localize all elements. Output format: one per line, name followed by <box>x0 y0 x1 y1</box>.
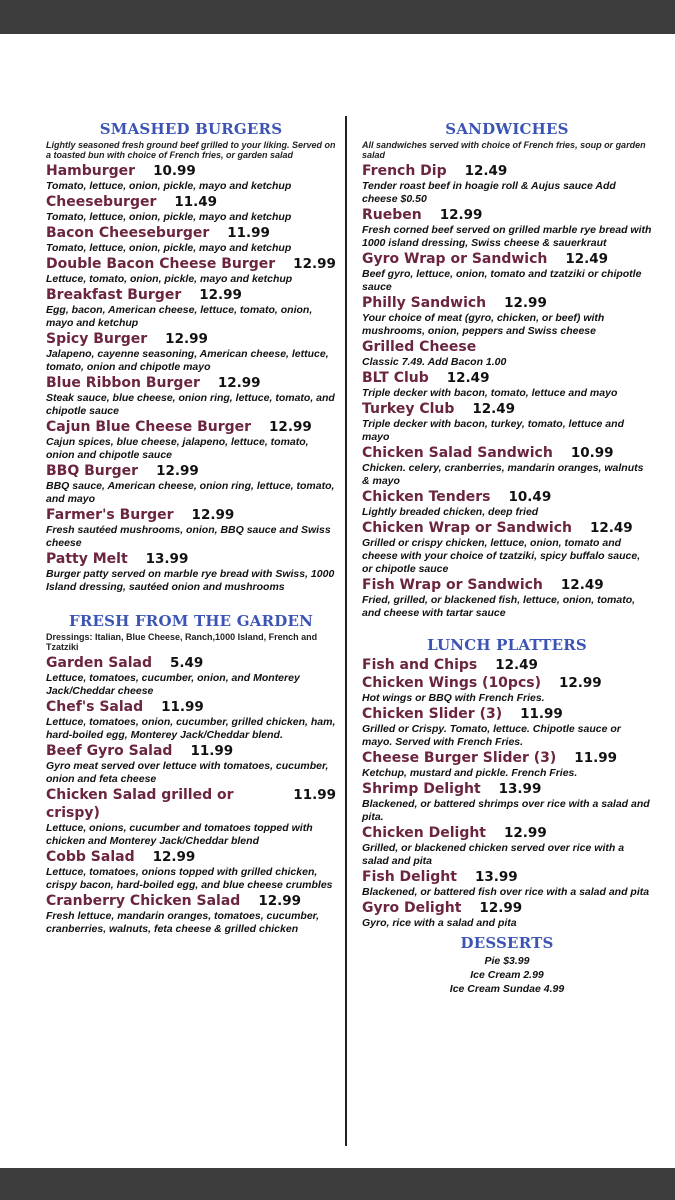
menu-item-header <box>362 488 652 506</box>
menu-item <box>46 255 336 286</box>
menu-item-name: Beef Gyro Salad <box>46 743 173 759</box>
menu-item <box>46 162 336 193</box>
section-title: SANDWICHES <box>445 120 569 138</box>
menu-item-description: Gyro, rice with a salad and pita <box>362 917 517 929</box>
menu-item-description: Tender roast beef in hoagie roll & Aujus sauce Add cheese $0.50 <box>362 180 616 205</box>
menu-item-description: Fried, grilled, or blackened fish, lettuce, onion, tomato, and cheese with tartar sauce <box>362 594 636 619</box>
menu-item-name: Cajun Blue Cheese Burger <box>46 419 252 435</box>
menu-item <box>46 506 336 550</box>
menu-item-name: Fish and Chips <box>362 657 478 673</box>
menu-item-description: Your choice of meat (gyro, chicken, or beef) with mushrooms, onion, peppers and Swiss cheese <box>362 312 605 337</box>
menu-item-name: Bacon Cheeseburger <box>46 225 210 241</box>
section-note: All sandwiches served with choice of French fries, soup or garden salad <box>362 140 646 160</box>
menu-item-header <box>46 193 336 211</box>
menu-item-description: Lettuce, tomato, onion, pickle, mayo and ketchup <box>46 273 293 285</box>
menu-item-price: 11.99 <box>520 706 563 722</box>
menu-item-header <box>46 418 336 436</box>
menu-item <box>362 338 652 369</box>
menu-item-header <box>362 294 652 312</box>
menu-item-header <box>362 780 652 798</box>
menu-item-price: 10.49 <box>508 489 552 505</box>
menu-item <box>362 400 652 444</box>
menu-item-name: Spicy Burger <box>46 331 148 347</box>
menu-item-price: 12.49 <box>472 401 516 417</box>
section-note: Lightly seasoned fresh ground beef grilled to your liking. Served on a toasted bun with choice of French fries, or garden salad <box>46 140 336 160</box>
menu-item-description: Lettuce, tomatoes, cucumber, onion, and Monterey Jack/Cheddar cheese <box>46 672 300 697</box>
menu-item <box>362 519 652 576</box>
menu-item <box>362 868 652 899</box>
menu-item-header <box>362 369 652 387</box>
menu-item-price: 12.99 <box>293 256 336 272</box>
menu-item-price: 12.99 <box>258 893 302 909</box>
menu-item <box>362 749 652 780</box>
menu-item <box>46 224 336 255</box>
menu-item-price: 11.99 <box>190 743 234 759</box>
menu-item <box>362 369 652 400</box>
menu-item-header <box>46 374 336 392</box>
menu-item-price: 12.99 <box>269 419 312 435</box>
menu-item-description: Tomato, lettuce, onion, pickle, mayo and ketchup <box>46 180 292 192</box>
menu-item-price: 13.99 <box>498 781 542 797</box>
menu-item-price: 11.99 <box>574 750 617 766</box>
menu-item-name: Gyro Delight <box>362 900 462 916</box>
menu-item-description: Ketchup, mustard and pickle. French Fries. <box>362 767 578 779</box>
menu-item <box>362 780 652 824</box>
menu-item <box>362 294 652 338</box>
top-bar <box>0 0 675 34</box>
menu-item-price: 12.99 <box>504 825 547 841</box>
menu-item-header <box>46 162 336 180</box>
menu-item <box>46 654 336 698</box>
menu-item-name: Grilled Cheese <box>362 339 477 355</box>
menu-item-name: BLT Club <box>362 370 429 386</box>
menu-item <box>362 899 652 930</box>
menu-item-description: Egg, bacon, American cheese, lettuce, tomato, onion, mayo and ketchup <box>46 304 313 329</box>
menu-item-price: 12.99 <box>217 375 261 391</box>
section-desserts <box>362 934 652 996</box>
menu-item-price: 12.49 <box>464 163 508 179</box>
menu-item <box>46 286 336 330</box>
menu-item-header <box>46 698 336 716</box>
menu-item-header <box>362 162 652 180</box>
menu-item-header <box>46 654 336 672</box>
menu-item-price: 11.99 <box>293 787 336 803</box>
menu-item-name: Garden Salad <box>46 655 152 671</box>
menu-item <box>46 550 336 594</box>
menu-item-description: Fresh lettuce, mandarin oranges, tomatoes, cucumber, cranberries, walnuts, feta cheese & grilled chicken <box>46 910 320 935</box>
menu-item-description: Triple decker with bacon, turkey, tomato, lettuce and mayo <box>362 418 624 443</box>
menu-item-description: Fresh sautéed mushrooms, onion, BBQ sauce and Swiss cheese <box>46 524 331 549</box>
menu-item-description: Grilled, or blackened chicken served over rice with a salad and pita <box>362 842 625 867</box>
menu-item <box>46 374 336 418</box>
menu-item <box>46 330 336 374</box>
menu-item-header <box>362 656 652 674</box>
menu-item <box>362 576 652 620</box>
menu-item-name: Gyro Wrap or Sandwich <box>362 251 548 267</box>
menu-item-header <box>362 206 652 224</box>
section-lunch-platters <box>362 636 652 930</box>
menu-item-price: 12.99 <box>165 331 208 347</box>
menu-item <box>46 848 336 892</box>
menu-item <box>46 193 336 224</box>
menu-item-description: Tomato, lettuce, onion, pickle, mayo and ketchup <box>46 211 292 223</box>
menu-item-price: 12.99 <box>156 463 199 479</box>
menu-item-header <box>362 519 652 537</box>
section-smashed-burgers <box>46 120 336 594</box>
menu-item-name: BBQ Burger <box>46 463 139 479</box>
menu-item-header <box>362 338 652 356</box>
section-fresh-from-the-garden <box>46 612 336 936</box>
menu-item <box>46 742 336 786</box>
menu-item <box>362 250 652 294</box>
menu-item-header <box>46 286 336 304</box>
menu-item-header <box>46 892 336 910</box>
menu-item-name: Philly Sandwich <box>362 295 487 311</box>
menu-item-name: Double Bacon Cheese Burger <box>46 256 276 272</box>
menu-item-price: 12.99 <box>479 900 523 916</box>
menu-item-header <box>46 224 336 242</box>
menu-item-name: Chicken Tenders <box>362 489 491 505</box>
menu-item-price: 10.99 <box>570 445 614 461</box>
menu-item-price: 11.99 <box>227 225 270 241</box>
menu-item-name: Chef's Salad <box>46 699 144 715</box>
menu-item <box>362 656 652 674</box>
menu-item-header <box>362 576 652 594</box>
menu-item <box>46 418 336 462</box>
menu-item-name: Chicken Slider (3) <box>362 706 503 722</box>
menu-item-name: Chicken Wrap or Sandwich <box>362 520 572 536</box>
menu-item-price: 13.99 <box>145 551 189 567</box>
menu-item-price: 11.49 <box>174 194 218 210</box>
menu-item <box>362 444 652 488</box>
menu-item <box>362 206 652 250</box>
menu-item <box>46 892 336 936</box>
menu-item-description: Steak sauce, blue cheese, onion ring, lettuce, tomato, and chipotle sauce <box>46 392 335 417</box>
menu-item-price: 12.49 <box>589 520 633 536</box>
menu-item-name: Chicken Salad Sandwich <box>362 445 553 461</box>
section-sandwiches <box>362 120 652 620</box>
menu-item-name: Breakfast Burger <box>46 287 182 303</box>
menu-item-price: 12.99 <box>558 675 602 691</box>
right-column <box>362 120 652 996</box>
menu-item-description: Fresh corned beef served on grilled marble rye bread with 1000 island dressing, Swiss cheese & sauerkraut <box>362 224 652 249</box>
menu-item-header <box>362 250 652 268</box>
menu-item-description: Lettuce, tomatoes, onions topped with grilled chicken, crispy bacon, hard-boiled egg, and blue cheese crumbles <box>46 866 333 891</box>
menu-item <box>362 824 652 868</box>
menu-item-description: Lightly breaded chicken, deep fried <box>362 506 539 518</box>
menu-item-description: Classic 7.49. Add Bacon 1.00 <box>362 356 507 368</box>
menu-item-price: 12.99 <box>504 295 547 311</box>
dessert-item: Ice Cream 2.99 <box>470 969 544 981</box>
menu-item-header <box>46 330 336 348</box>
section-title: FRESH FROM THE GARDEN <box>68 612 314 630</box>
menu-item-name: Shrimp Delight <box>362 781 481 797</box>
menu-item <box>362 705 652 749</box>
menu-item-price: 11.99 <box>161 699 204 715</box>
menu-item-price: 12.49 <box>565 251 609 267</box>
menu-item-header <box>46 742 336 760</box>
menu-item-price: 12.99 <box>439 207 483 223</box>
column-divider <box>345 116 347 1146</box>
menu-item-description: Grilled or crispy chicken, lettuce, onion, tomato and cheese with your choice of tzatziki, spicy buffalo sauce, or chipotle sauce <box>362 537 641 575</box>
menu-item-price: 13.99 <box>474 869 518 885</box>
menu-item-description: Beef gyro, lettuce, onion, tomato and tzatziki or chipotle sauce <box>362 268 642 293</box>
menu-item-name: Cranberry Chicken Salad <box>46 893 241 909</box>
menu-item-name: Chicken Salad grilled or crispy) <box>46 787 234 821</box>
menu-item-description: Hot wings or BBQ with French Fries. <box>362 692 545 704</box>
menu-item-description: Lettuce, tomatoes, onion, cucumber, grilled chicken, ham, hard-boiled egg, Monterey Jack/Cheddar blend. <box>46 716 336 741</box>
menu-item-description: Blackened, or battered shrimps over rice with a salad and pita. <box>362 798 650 823</box>
menu-item-price: 10.99 <box>153 163 196 179</box>
menu-item-description: Jalapeno, cayenne seasoning, American cheese, lettuce, tomato, onion and chipotle mayo <box>46 348 329 373</box>
section-title: DESSERTS <box>460 934 554 952</box>
menu-item-name: French Dip <box>362 163 447 179</box>
bottom-bar <box>0 1168 675 1200</box>
menu-item-name: Fish Delight <box>362 869 457 885</box>
menu-item-description: Gyro meat served over lettuce with tomatoes, cucumber, onion and feta cheese <box>46 760 329 785</box>
menu-item-price: 5.49 <box>170 655 204 671</box>
section-title: LUNCH PLATTERS <box>427 636 587 654</box>
menu-item-header <box>46 550 336 568</box>
menu-item-price: 12.99 <box>199 287 242 303</box>
menu-item-description: Tomato, lettuce, onion, pickle, mayo and ketchup <box>46 242 292 254</box>
menu-item-header <box>46 848 336 866</box>
menu-item-name: Farmer's Burger <box>46 507 174 523</box>
menu-item-description: Cajun spices, blue cheese, jalapeno, lettuce, tomato, onion and chipotle sauce <box>46 436 309 461</box>
menu-item-header <box>362 705 652 723</box>
menu-item-description: Lettuce, onions, cucumber and tomatoes topped with chicken and Monterey Jack/Cheddar blend <box>46 822 313 847</box>
menu-item-header <box>46 786 336 822</box>
menu-item <box>362 674 652 705</box>
menu-item-name: Cheese Burger Slider (3) <box>362 750 557 766</box>
dessert-item: Pie $3.99 <box>484 955 530 967</box>
menu-item <box>46 786 336 848</box>
menu-page <box>0 34 675 1168</box>
menu-item-header <box>46 506 336 524</box>
menu-item-header <box>362 824 652 842</box>
menu-item-header <box>362 899 652 917</box>
menu-item-description: Burger patty served on marble rye bread with Swiss, 1000 Island dressing, sautéed onion and mushrooms <box>46 568 335 593</box>
menu-item-name: Chicken Wings (10pcs) <box>362 675 541 691</box>
menu-item-header <box>46 462 336 480</box>
menu-item <box>362 162 652 206</box>
menu-item-name: Rueben <box>362 207 422 223</box>
menu-item <box>46 462 336 506</box>
menu-item-name: Patty Melt <box>46 551 128 567</box>
menu-item-name: Cheeseburger <box>46 194 157 210</box>
menu-item-price: 12.49 <box>495 657 538 673</box>
menu-item <box>362 488 652 519</box>
menu-item-description: Grilled or Crispy. Tomato, lettuce. Chipotle sauce or mayo. Served with French Fries. <box>362 723 621 748</box>
menu-item-description: Blackened, or battered fish over rice with a salad and pita <box>362 886 650 898</box>
menu-item-name: Cobb Salad <box>46 849 135 865</box>
menu-item-price: 12.49 <box>446 370 490 386</box>
menu-item-description: Triple decker with bacon, tomato, lettuce and mayo <box>362 387 618 399</box>
menu-item-header <box>362 749 652 767</box>
menu-item-name: Fish Wrap or Sandwich <box>362 577 543 593</box>
dessert-item: Ice Cream Sundae 4.99 <box>449 983 565 995</box>
menu-item-name: Hamburger <box>46 163 136 179</box>
menu-item-header <box>362 400 652 418</box>
menu-item-name: Turkey Club <box>362 401 455 417</box>
left-column <box>46 120 336 936</box>
section-note: Dressings: Italian, Blue Cheese, Ranch,1000 Island, French and Tzatziki <box>46 632 318 652</box>
menu-item-name: Blue Ribbon Burger <box>46 375 200 391</box>
section-title: SMASHED BURGERS <box>99 120 283 138</box>
menu-item-header <box>362 674 652 692</box>
menu-item-description: Chicken. celery, cranberries, mandarin oranges, walnuts & mayo <box>362 462 644 487</box>
menu-item-header <box>46 255 336 273</box>
menu-item-description: BBQ sauce, American cheese, onion ring, lettuce, tomato, and mayo <box>46 480 335 505</box>
menu-item-price: 12.49 <box>560 577 604 593</box>
menu-item-name: Chicken Delight <box>362 825 487 841</box>
menu-item <box>46 698 336 742</box>
menu-item-price: 12.99 <box>152 849 196 865</box>
menu-item-header <box>362 868 652 886</box>
menu-item-price: 12.99 <box>191 507 235 523</box>
menu-item-header <box>362 444 652 462</box>
